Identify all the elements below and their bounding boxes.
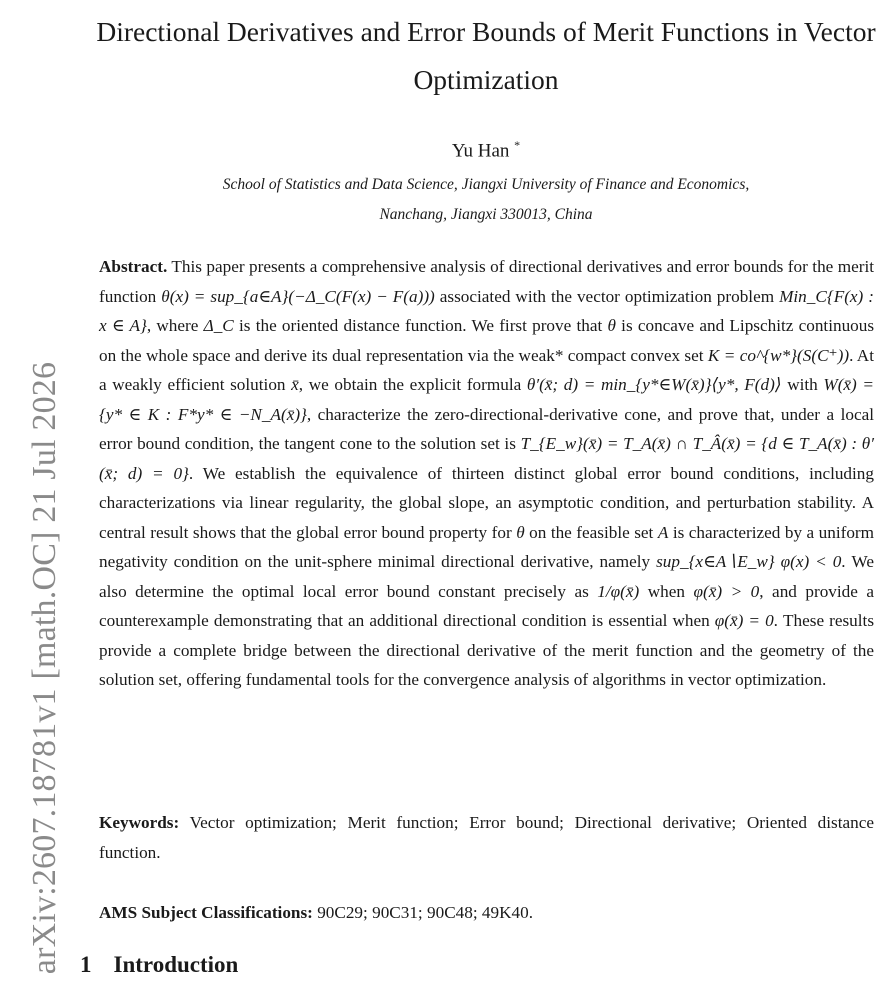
abstract-text: on the feasible set xyxy=(529,522,654,542)
abstract-text: . At a weakly efficient solution xyxy=(99,345,874,394)
author-line xyxy=(90,138,882,162)
formula-xbar: x̄ xyxy=(291,375,299,394)
abstract-text: . We establish the equivalence of thirteen distinct global error bound conditions, including characterizations via linear regularity, the global slope, an asymptotic condition, and perturbation stability. A central result shows that the global error bound property for xyxy=(99,463,874,542)
formula-phi-positive: φ(x̄) > 0 xyxy=(693,581,760,601)
ams-text: 90C29; 90C31; 90C48; 49K40. xyxy=(317,903,534,922)
abstract-text: This paper presents a comprehensive analysis of directional derivatives and error bounds for the merit function xyxy=(99,257,874,306)
abstract-text: , where xyxy=(146,316,199,335)
author-name: Yu Han xyxy=(451,140,510,162)
abstract-text: is the oriented distance function. We first prove that xyxy=(239,316,603,335)
affiliation xyxy=(90,170,882,230)
formula-sup-condition: sup_{x∈A∖E_w} φ(x) < 0 xyxy=(656,552,842,571)
formula-problem: Min_C{F(x) : x ∈ A} xyxy=(99,286,874,335)
keywords-text: Vector optimization; Merit function; Error bound; Directional derivative; Oriented distance function. xyxy=(99,813,874,862)
abstract-text: with xyxy=(787,375,818,394)
section-number: 1 xyxy=(80,952,92,977)
abstract-text: . These results provide a complete bridge between the directional derivative of the merit function and the geometry of the solution set, offering fundamental tools for the convergence analysis of algorithms in vector optimization. xyxy=(99,611,875,689)
formula-oriented-distance: Δ_C xyxy=(203,316,234,335)
affiliation-line-1: School of Statistics and Data Science, Jiangxi University of Finance and Economics, xyxy=(222,176,750,193)
formula-constant: 1/φ(x̄) xyxy=(597,581,640,601)
author-footnote-mark: * xyxy=(514,138,521,152)
paper-title: Directional Derivatives and Error Bounds of Merit Functions in Vector Optimization xyxy=(96,16,876,95)
abstract-text: when xyxy=(647,581,685,601)
keywords xyxy=(99,808,874,868)
abstract-text: , and provide a counterexample demonstrating that an additional directional condition is essential when xyxy=(99,581,875,630)
abstract-text: , characterize the zero-directional-derivative cone, and prove that, under a local error bound condition, the tangent cone to the solution set is xyxy=(99,404,874,453)
ams-label: AMS Subject Classifications: xyxy=(99,903,313,922)
formula-w-set: W(x̄) = {y* ∈ K : F*y* ∈ −N_A(x̄)} xyxy=(99,375,875,424)
keywords-label: Keywords: xyxy=(99,813,180,832)
ams-classifications xyxy=(99,898,874,928)
arxiv-identifier-stamp: arXiv:2607.18781v1 [math.OC] 21 Jul 2026 xyxy=(26,361,63,975)
abstract-text: . We also determine the optimal local error bound constant precisely as xyxy=(99,552,875,601)
section-heading xyxy=(80,952,238,978)
affiliation-line-2: Nanchang, Jiangxi 330013, China xyxy=(379,206,593,223)
formula-theta: θ xyxy=(516,522,525,542)
abstract-text: , we obtain the explicit formula xyxy=(298,375,522,394)
abstract-label: Abstract. xyxy=(99,257,168,276)
formula-directional-derivative: θ′(x̄; d) = min_{y*∈W(x̄)}⟨y*, F(d)⟩ xyxy=(526,375,782,394)
formula-feasible-set: A xyxy=(657,522,669,542)
section-title: Introduction xyxy=(113,952,239,977)
abstract-text: is characterized by a uniform negativity condition on the unit-sphere minimal directional derivative, namely xyxy=(99,522,875,571)
abstract xyxy=(99,252,874,695)
formula-dual-set: K = co^{w*}(S(C⁺)) xyxy=(707,345,850,365)
formula-merit-function: θ(x) = sup_{a∈A}(−Δ_C(F(x) − F(a))) xyxy=(161,286,435,306)
abstract-text: is concave and Lipschitz continuous on the whole space and derive its dual representation via the weak* compact convex set xyxy=(99,316,875,365)
abstract-text: associated with the vector optimization problem xyxy=(439,286,775,306)
formula-tangent-cone: T_{E_w}(x̄) = T_A(x̄) ∩ T_Â(x̄) = {d ∈ T_A(x̄) : θ′(x̄; d) = 0} xyxy=(99,434,874,483)
formula-phi-zero: φ(x̄) = 0 xyxy=(714,611,774,630)
formula-theta: θ xyxy=(607,316,616,335)
